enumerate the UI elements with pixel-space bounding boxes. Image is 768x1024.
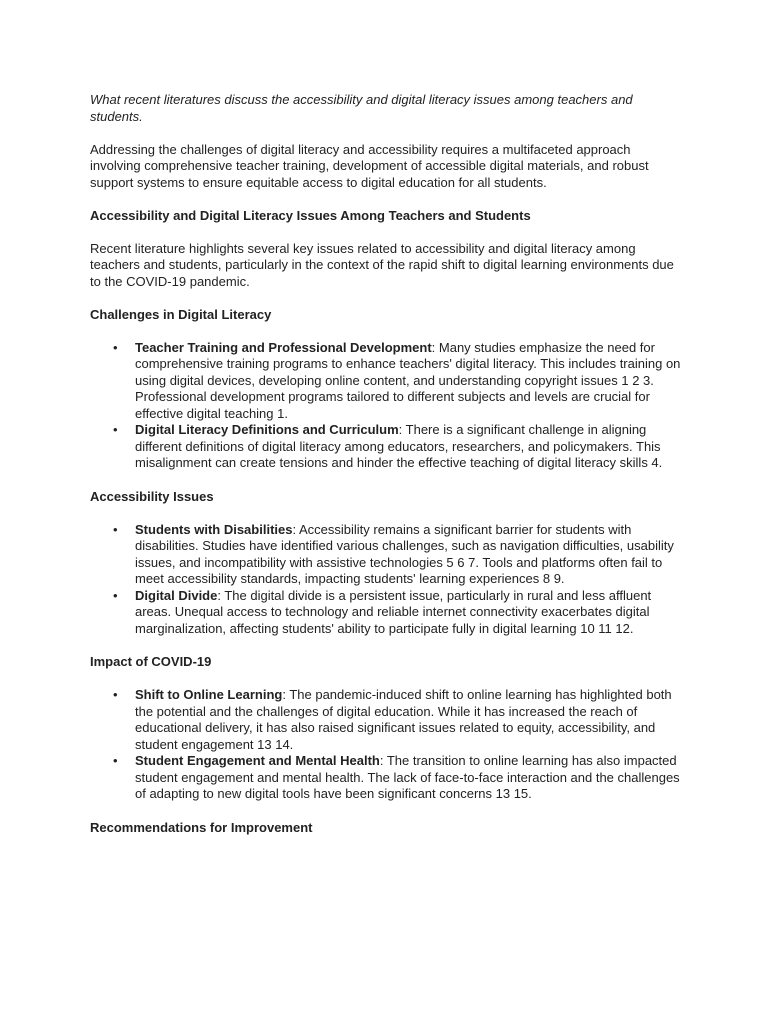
list-item-text: : The digital divide is a persistent issue, particularly in rural and less affluent areas. Unequal access to technology and reliable internet connectivity exacerbates digital marginalization, affecting students' ability to participate fully in digital learning 10 11 12.: [135, 587, 652, 636]
list-item-term: Digital Divide: [135, 587, 218, 603]
bullet-list: [90, 340, 684, 472]
list-item: [90, 522, 684, 588]
list-item-text: : Many studies emphasize the need for comprehensive training programs to enhance teachers' digital literacy. This includes training on using digital devices, developing online content, and understanding copyright issues 1 2 3. Professional development programs tailored to different subjects and levels are crucial for effective digital teaching 1.: [135, 339, 681, 421]
list-item: [90, 422, 684, 472]
list-item: [90, 588, 684, 638]
list-item-term: Digital Literacy Definitions and Curriculum: [135, 422, 399, 437]
bullet-list: [90, 687, 684, 803]
list-item-term: Student Engagement and Mental Health: [135, 753, 380, 768]
list-item-term: Shift to Online Learning: [135, 687, 283, 702]
list-item-text: : Accessibility remains a significant barrier for students with disabilities. Studies have identified various challenges, such as navigation difficulties, usability issues, and incompatibility with assistive technologies 5 6 7. Tools and platforms often fail to meet accessibility standards, impacting students' learning experiences 8 9.: [135, 521, 674, 586]
bullet-icon: •: [113, 753, 118, 768]
bullet-icon: •: [113, 422, 118, 437]
section-heading: Accessibility Issues: [90, 488, 214, 504]
bullet-icon: •: [113, 587, 118, 603]
recommendations-heading: Recommendations for Improvement: [90, 819, 313, 835]
list-item-text: : The transition to online learning has also impacted student engagement and mental health. The lack of face-to-face interaction and the challenges of adapting to new digital tools have been significant concerns 13 15.: [135, 753, 680, 801]
document-page: [90, 92, 684, 853]
section-heading: Challenges in Digital Literacy: [90, 306, 272, 322]
list-item-term: Students with Disabilities: [135, 521, 293, 537]
list-item-term: Teacher Training and Professional Development: [135, 339, 432, 355]
intro-paragraph: Addressing the challenges of digital literacy and accessibility requires a multifaceted approach involving comprehensive teacher training, development of accessible digital materials, and robust support systems to ensure equitable access to digital education for all students.: [90, 141, 649, 190]
list-item: [90, 340, 684, 423]
section-heading: Impact of COVID-19: [90, 654, 212, 669]
list-item-text: : The pandemic-induced shift to online learning has highlighted both the potential and the challenges of digital education. While it has increased the reach of educational delivery, it has also raised significant issues related to equity, accessibility, and student engagement 13 14.: [135, 687, 672, 752]
bullet-list: [90, 522, 684, 638]
main-heading: Accessibility and Digital Literacy Issues Among Teachers and Students: [90, 207, 531, 223]
bullet-icon: •: [113, 521, 118, 537]
main-paragraph: Recent literature highlights several key issues related to accessibility and digital literacy among teachers and students, particularly in the context of the rapid shift to digital learning environments due to the COVID-19 pandemic.: [90, 240, 674, 289]
bullet-icon: •: [113, 339, 118, 355]
question-text: What recent literatures discuss the accessibility and digital literacy issues among teachers and students.: [90, 92, 633, 124]
list-item-text: : There is a significant challenge in aligning different definitions of digital literacy among educators, researchers, and policymakers. This misalignment can create tensions and hinder the effective teaching of digital literacy skills 4.: [135, 422, 663, 470]
list-item: [90, 687, 684, 753]
list-item: [90, 753, 684, 803]
bullet-icon: •: [113, 687, 118, 702]
